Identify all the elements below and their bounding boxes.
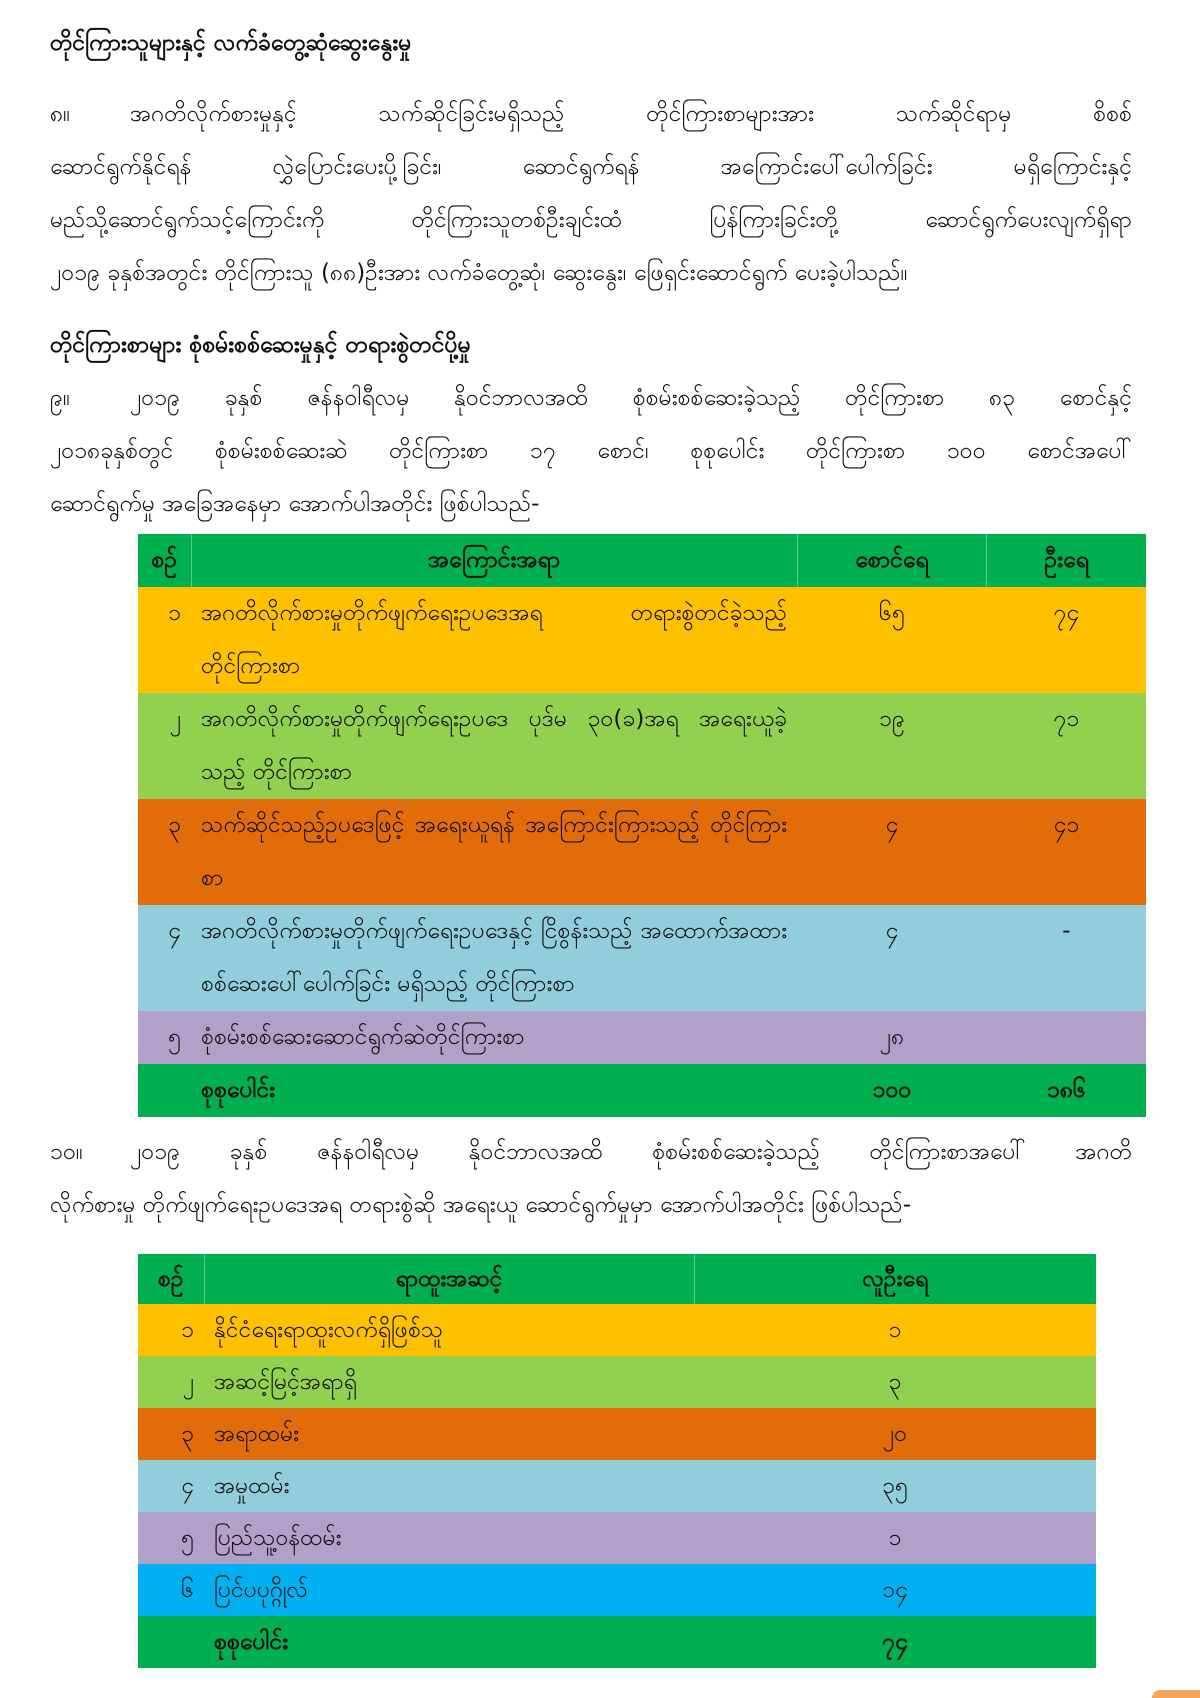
table-row <box>138 1304 1096 1356</box>
cell-rank: ပြင်ပပုဂ္ဂိုလ် <box>214 1577 308 1603</box>
cell-copies: ၁၉ <box>879 706 905 732</box>
cell-subject: သက်ဆိုင်သည့်ဥပဒေဖြင့် အရေးယူရန် အကြောင်းကြားသည့် တိုင်ကြားစာ <box>201 812 788 891</box>
table-row <box>138 1011 1146 1064</box>
table-row <box>138 1512 1096 1564</box>
table-row <box>138 1460 1096 1512</box>
cell-serial: ၅ <box>181 1525 194 1551</box>
cell-copies: ၆၅ <box>879 600 905 626</box>
cell-serial: ၄ <box>168 918 182 944</box>
paragraph-line: လိုက်စားမှု တိုက်ဖျက်ရေးဥပဒေအရ တရားစွဲဆို အရေးယူ ဆောင်ရွက်မှုမှာ အောက်ပါအတိုင်း ဖြစ်ပါသည်- <box>50 1192 912 1218</box>
header-persons: ဦးရေ <box>987 534 1146 587</box>
cell-copies: ၂၈ <box>879 1024 905 1050</box>
total-copies: ၁၀၀ <box>797 1064 987 1117</box>
paragraph-9 <box>50 372 1132 531</box>
table-row <box>138 587 1146 693</box>
cell-serial: ၂ <box>169 706 182 732</box>
paragraph-line: မည်သို့ဆောင်ရွက်သင့်ကြောင်းကို တိုင်ကြားသူတစ်ဦးချင်းထံ ပြန်ကြားခြင်းတို့ ဆောင်ရွက်ပေးလျက်ရှိရာ <box>50 207 1132 233</box>
paragraph-line: ၂၀၁၉ ခုနှစ်အတွင်း တိုင်ကြားသူ (၈၈)ဦးအား လက်ခံတွေ့ဆုံ၊ ဆွေးနွေး၊ ဖြေရှင်းဆောင်ရွက် ပေးခဲ့ပါသည်။ <box>50 260 908 286</box>
cell-count: ၁၄ <box>882 1577 908 1603</box>
paragraph-10 <box>50 1126 1132 1232</box>
cell-serial: ၆ <box>181 1577 194 1603</box>
total-count: ၇၄ <box>694 1616 1096 1668</box>
header-copies: စောင်ရေ <box>797 534 987 587</box>
cell-count: ၁ <box>888 1317 902 1343</box>
paragraph-number: ၁၀။ <box>50 1139 83 1165</box>
paragraph-line: ၂၀၁၈ခုနှစ်တွင် စုံစမ်းစစ်ဆေးဆဲ တိုင်ကြားစာ ၁၇ စောင်၊ စုစုပေါင်း တိုင်ကြားစာ ၁၀၀ စောင်အပေါ် <box>50 438 1132 464</box>
cell-count: ၁ <box>888 1525 902 1551</box>
cell-copies: ၄ <box>885 918 899 944</box>
cell-serial: ၃ <box>181 1421 194 1447</box>
cell-serial: ၁ <box>181 1317 194 1343</box>
header-subject: အကြောင်းအရာ <box>191 534 797 587</box>
total-label: စုစုပေါင်း <box>191 1064 797 1117</box>
cell-serial-empty <box>138 1616 204 1668</box>
line-text: အဂတိလိုက်စားမှုနှင့် သက်ဆိုင်ခြင်းမရှိသည့် တိုင်ကြားစာများအား သက်ဆိုင်ရာမှ စိစစ် <box>130 101 1132 127</box>
cell-serial: ၁ <box>168 600 182 626</box>
cell-serial: ၃ <box>168 812 182 838</box>
paragraph-line: ဆောင်ရွက်မှု အခြေအနေမှာ အောက်ပါအတိုင်း ဖြစ်ပါသည်- <box>50 491 540 517</box>
table-row <box>138 1356 1096 1408</box>
cell-serial: ၄ <box>181 1473 194 1499</box>
line-text: ၂၀၁၉ ခုနှစ် ဇန်နဝါရီလမှ နိုဝင်ဘာလအထိ စုံစမ်းစစ်ဆေးခဲ့သည့် တိုင်ကြားစာ ၈၃ စောင်နှင့် <box>130 385 1132 411</box>
table-row <box>138 693 1146 799</box>
line-text: ၂၀၁၉ ခုနှစ် ဇန်နဝါရီလမှ နိုဝင်ဘာလအထိ စုံစမ်းစစ်ဆေးခဲ့သည့် တိုင်ကြားစာအပေါ် အဂတိ <box>130 1139 1132 1165</box>
table-header-row <box>138 1254 1096 1304</box>
cell-serial: ၅ <box>168 1024 182 1050</box>
paragraph-number: ၉။ <box>50 385 70 411</box>
cell-rank: အမှုထမ်း <box>214 1473 290 1499</box>
cell-subject: စုံစမ်းစစ်ဆေးဆောင်ရွက်ဆဲတိုင်ကြားစာ <box>201 1024 525 1050</box>
cell-rank: အဆင့်မြင့်အရာရှိ <box>214 1369 357 1395</box>
table-row <box>138 1564 1096 1616</box>
table-header-row <box>138 534 1146 587</box>
cell-persons: ၄၁ <box>1053 812 1080 838</box>
cell-count: ၃၅ <box>882 1473 908 1499</box>
cell-rank: အရာထမ်း <box>214 1421 299 1447</box>
cell-subject: အဂတိလိုက်စားမှုတိုက်ဖျက်ရေးဥပဒေအရ တရားစွဲတင်ခဲ့သည့် တိုင်ကြားစာ <box>201 600 788 679</box>
section-heading-investigations: တိုင်ကြားစာများ စုံစမ်းစစ်ဆေးမှုနှင့် တရားစွဲတင်ပို့မှု <box>50 332 471 358</box>
total-label: စုစုပေါင်း <box>204 1616 694 1668</box>
paragraph-line <box>50 372 1132 425</box>
cell-subject: အဂတိလိုက်စားမှုတိုက်ဖျက်ရေးဥပဒေ ပုဒ်မ ၃၀(ခ)အရ အရေးယူခဲ့သည့် တိုင်ကြားစာ <box>201 706 788 785</box>
table-total-row <box>138 1064 1146 1117</box>
header-serial: စဉ် <box>138 1254 204 1304</box>
paragraph-number: ၈။ <box>50 101 71 127</box>
cell-persons: ၇၄ <box>1053 600 1080 626</box>
section-heading-complainants: တိုင်ကြားသူများနှင့် လက်ခံတွေ့ဆုံဆွေးနွေးမှု <box>50 30 412 56</box>
complaints-table <box>138 534 1146 1117</box>
cell-count: ၂၀ <box>882 1421 908 1447</box>
cell-subject: အဂတိလိုက်စားမှုတိုက်ဖျက်ရေးဥပဒေနှင့် ငြိစွန်းသည့် အထောက်အထား စစ်ဆေးပေါ်ပေါက်ခြင်း မရှိသည့် တိုင်ကြားစာ <box>201 918 788 997</box>
cell-persons: ၇၁ <box>1053 706 1080 732</box>
paragraph-line <box>50 1126 1132 1179</box>
cell-copies: ၄ <box>885 812 899 838</box>
table-row <box>138 799 1146 905</box>
cell-serial-empty <box>138 1064 191 1117</box>
total-persons: ၁၈၆ <box>987 1064 1146 1117</box>
cell-serial: ၂ <box>182 1369 194 1395</box>
table-total-row <box>138 1616 1096 1668</box>
cell-count: ၃ <box>888 1369 902 1395</box>
header-count: လူဦးရေ <box>694 1254 1096 1304</box>
prosecution-table <box>138 1254 1096 1668</box>
corner-tab <box>1152 1690 1200 1698</box>
cell-persons <box>987 1011 1146 1064</box>
header-serial: စဉ် <box>138 534 191 587</box>
cell-rank: နိုင်ငံရေးရာထူးလက်ရှိဖြစ်သူ <box>214 1317 444 1343</box>
table-row <box>138 905 1146 1011</box>
cell-rank: ပြည်သူ့ဝန်ထမ်း <box>214 1525 342 1551</box>
header-rank: ရာထူးအဆင့် <box>204 1254 694 1304</box>
paragraph-line: ဆောင်ရွက်နိုင်ရန် လွှဲပြောင်းပေးပို့ခြင်း၊ ဆောင်ရွက်ရန် အကြောင်းပေါ်ပေါက်ခြင်း မရှိကြောင်းနှင့် <box>50 154 1132 180</box>
cell-persons: - <box>1062 918 1071 944</box>
paragraph-8 <box>50 88 1132 300</box>
paragraph-line <box>50 88 1132 141</box>
table-row <box>138 1408 1096 1460</box>
